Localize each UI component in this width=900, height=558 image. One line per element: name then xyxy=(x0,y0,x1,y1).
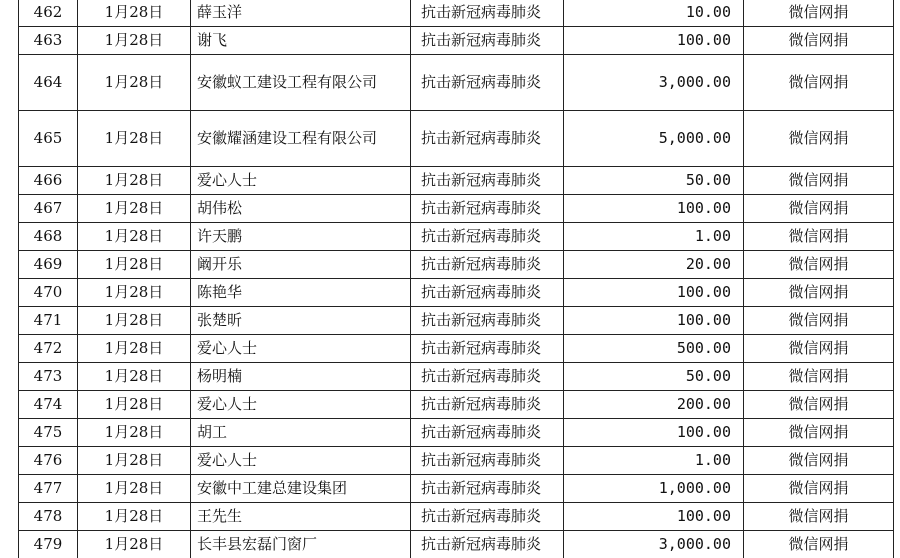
row-number-cell: 464 xyxy=(19,55,78,111)
donation-date-cell: 1月28日 xyxy=(78,447,191,475)
donation-method-cell: 微信网捐 xyxy=(744,27,894,55)
donation-method-cell: 微信网捐 xyxy=(744,335,894,363)
donation-amount-cell: 50.00 xyxy=(564,167,744,195)
donation-amount-cell: 1.00 xyxy=(564,223,744,251)
donor-name-cell: 阚开乐 xyxy=(191,251,411,279)
row-number-cell: 475 xyxy=(19,419,78,447)
donation-date-cell: 1月28日 xyxy=(78,279,191,307)
donation-date-cell: 1月28日 xyxy=(78,27,191,55)
donation-method-cell: 微信网捐 xyxy=(744,55,894,111)
row-number-cell: 473 xyxy=(19,363,78,391)
donation-method-cell: 微信网捐 xyxy=(744,531,894,558)
donor-name-cell: 谢飞 xyxy=(191,27,411,55)
donation-method-cell: 微信网捐 xyxy=(744,195,894,223)
donation-purpose-cell: 抗击新冠病毒肺炎 xyxy=(411,531,564,558)
donation-purpose-cell: 抗击新冠病毒肺炎 xyxy=(411,55,564,111)
donation-purpose-cell: 抗击新冠病毒肺炎 xyxy=(411,279,564,307)
donation-amount-cell: 1.00 xyxy=(564,447,744,475)
donor-name-cell: 胡工 xyxy=(191,419,411,447)
table-row xyxy=(19,27,894,55)
donation-amount-cell: 3,000.00 xyxy=(564,55,744,111)
donation-amount-cell: 3,000.00 xyxy=(564,531,744,558)
table-row xyxy=(19,419,894,447)
donation-amount-cell: 20.00 xyxy=(564,251,744,279)
row-number-cell: 463 xyxy=(19,27,78,55)
donation-amount-cell: 1,000.00 xyxy=(564,475,744,503)
donation-date-cell: 1月28日 xyxy=(78,111,191,167)
row-number-cell: 470 xyxy=(19,279,78,307)
donation-table-body xyxy=(19,0,894,558)
donation-amount-cell: 50.00 xyxy=(564,363,744,391)
donation-method-cell: 微信网捐 xyxy=(744,279,894,307)
table-row xyxy=(19,475,894,503)
donation-amount-cell: 100.00 xyxy=(564,503,744,531)
table-row xyxy=(19,223,894,251)
donor-name-cell: 安徽中工建总建设集团 xyxy=(191,475,411,503)
row-number-cell: 471 xyxy=(19,307,78,335)
donation-date-cell: 1月28日 xyxy=(78,531,191,558)
donor-name-cell: 安徽耀涵建设工程有限公司 xyxy=(191,111,411,167)
donation-amount-cell: 100.00 xyxy=(564,279,744,307)
table-row xyxy=(19,363,894,391)
donation-purpose-cell: 抗击新冠病毒肺炎 xyxy=(411,503,564,531)
table-row xyxy=(19,503,894,531)
donation-date-cell: 1月28日 xyxy=(78,55,191,111)
table-row xyxy=(19,111,894,167)
row-number-cell: 474 xyxy=(19,391,78,419)
donation-method-cell: 微信网捐 xyxy=(744,111,894,167)
donation-amount-cell: 10.00 xyxy=(564,0,744,27)
row-number-cell: 462 xyxy=(19,0,78,27)
donor-name-cell: 胡伟松 xyxy=(191,195,411,223)
donation-date-cell: 1月28日 xyxy=(78,223,191,251)
donation-purpose-cell: 抗击新冠病毒肺炎 xyxy=(411,335,564,363)
donation-date-cell: 1月28日 xyxy=(78,335,191,363)
donation-purpose-cell: 抗击新冠病毒肺炎 xyxy=(411,167,564,195)
table-row xyxy=(19,307,894,335)
row-number-cell: 466 xyxy=(19,167,78,195)
table-row xyxy=(19,251,894,279)
donation-amount-cell: 100.00 xyxy=(564,195,744,223)
donation-date-cell: 1月28日 xyxy=(78,167,191,195)
row-number-cell: 478 xyxy=(19,503,78,531)
donation-method-cell: 微信网捐 xyxy=(744,419,894,447)
donation-amount-cell: 500.00 xyxy=(564,335,744,363)
donation-date-cell: 1月28日 xyxy=(78,195,191,223)
donor-name-cell: 爱心人士 xyxy=(191,335,411,363)
donation-table xyxy=(18,0,894,558)
donation-date-cell: 1月28日 xyxy=(78,475,191,503)
donation-purpose-cell: 抗击新冠病毒肺炎 xyxy=(411,195,564,223)
donation-method-cell: 微信网捐 xyxy=(744,251,894,279)
row-number-cell: 468 xyxy=(19,223,78,251)
donation-amount-cell: 100.00 xyxy=(564,307,744,335)
row-number-cell: 476 xyxy=(19,447,78,475)
donation-date-cell: 1月28日 xyxy=(78,307,191,335)
donation-purpose-cell: 抗击新冠病毒肺炎 xyxy=(411,391,564,419)
row-number-cell: 467 xyxy=(19,195,78,223)
donation-method-cell: 微信网捐 xyxy=(744,391,894,419)
donation-date-cell: 1月28日 xyxy=(78,0,191,27)
donation-date-cell: 1月28日 xyxy=(78,363,191,391)
table-row xyxy=(19,55,894,111)
donor-name-cell: 薛玉洋 xyxy=(191,0,411,27)
donor-name-cell: 长丰县宏磊门窗厂 xyxy=(191,531,411,558)
donation-amount-cell: 5,000.00 xyxy=(564,111,744,167)
donor-name-cell: 许天鹏 xyxy=(191,223,411,251)
donation-method-cell: 微信网捐 xyxy=(744,167,894,195)
donor-name-cell: 爱心人士 xyxy=(191,391,411,419)
table-row xyxy=(19,447,894,475)
row-number-cell: 479 xyxy=(19,531,78,558)
donation-purpose-cell: 抗击新冠病毒肺炎 xyxy=(411,0,564,27)
donor-name-cell: 陈艳华 xyxy=(191,279,411,307)
donation-method-cell: 微信网捐 xyxy=(744,447,894,475)
donation-purpose-cell: 抗击新冠病毒肺炎 xyxy=(411,307,564,335)
donor-name-cell: 爱心人士 xyxy=(191,447,411,475)
donation-purpose-cell: 抗击新冠病毒肺炎 xyxy=(411,363,564,391)
donation-method-cell: 微信网捐 xyxy=(744,307,894,335)
row-number-cell: 472 xyxy=(19,335,78,363)
table-row xyxy=(19,531,894,558)
row-number-cell: 465 xyxy=(19,111,78,167)
donor-name-cell: 王先生 xyxy=(191,503,411,531)
table-row xyxy=(19,391,894,419)
donation-amount-cell: 100.00 xyxy=(564,419,744,447)
donation-amount-cell: 100.00 xyxy=(564,27,744,55)
donation-purpose-cell: 抗击新冠病毒肺炎 xyxy=(411,447,564,475)
donation-date-cell: 1月28日 xyxy=(78,391,191,419)
donation-method-cell: 微信网捐 xyxy=(744,503,894,531)
table-row xyxy=(19,0,894,27)
donation-date-cell: 1月28日 xyxy=(78,503,191,531)
donation-purpose-cell: 抗击新冠病毒肺炎 xyxy=(411,419,564,447)
donation-date-cell: 1月28日 xyxy=(78,419,191,447)
row-number-cell: 469 xyxy=(19,251,78,279)
donation-method-cell: 微信网捐 xyxy=(744,363,894,391)
table-row xyxy=(19,279,894,307)
table-row xyxy=(19,195,894,223)
donation-purpose-cell: 抗击新冠病毒肺炎 xyxy=(411,27,564,55)
donation-purpose-cell: 抗击新冠病毒肺炎 xyxy=(411,475,564,503)
donation-purpose-cell: 抗击新冠病毒肺炎 xyxy=(411,111,564,167)
donor-name-cell: 安徽蚁工建设工程有限公司 xyxy=(191,55,411,111)
row-number-cell: 477 xyxy=(19,475,78,503)
donation-purpose-cell: 抗击新冠病毒肺炎 xyxy=(411,251,564,279)
table-row xyxy=(19,335,894,363)
donation-date-cell: 1月28日 xyxy=(78,251,191,279)
donation-method-cell: 微信网捐 xyxy=(744,0,894,27)
table-row xyxy=(19,167,894,195)
donor-name-cell: 张楚昕 xyxy=(191,307,411,335)
donor-name-cell: 杨明楠 xyxy=(191,363,411,391)
donation-amount-cell: 200.00 xyxy=(564,391,744,419)
donor-name-cell: 爱心人士 xyxy=(191,167,411,195)
donation-method-cell: 微信网捐 xyxy=(744,223,894,251)
donation-method-cell: 微信网捐 xyxy=(744,475,894,503)
donation-purpose-cell: 抗击新冠病毒肺炎 xyxy=(411,223,564,251)
